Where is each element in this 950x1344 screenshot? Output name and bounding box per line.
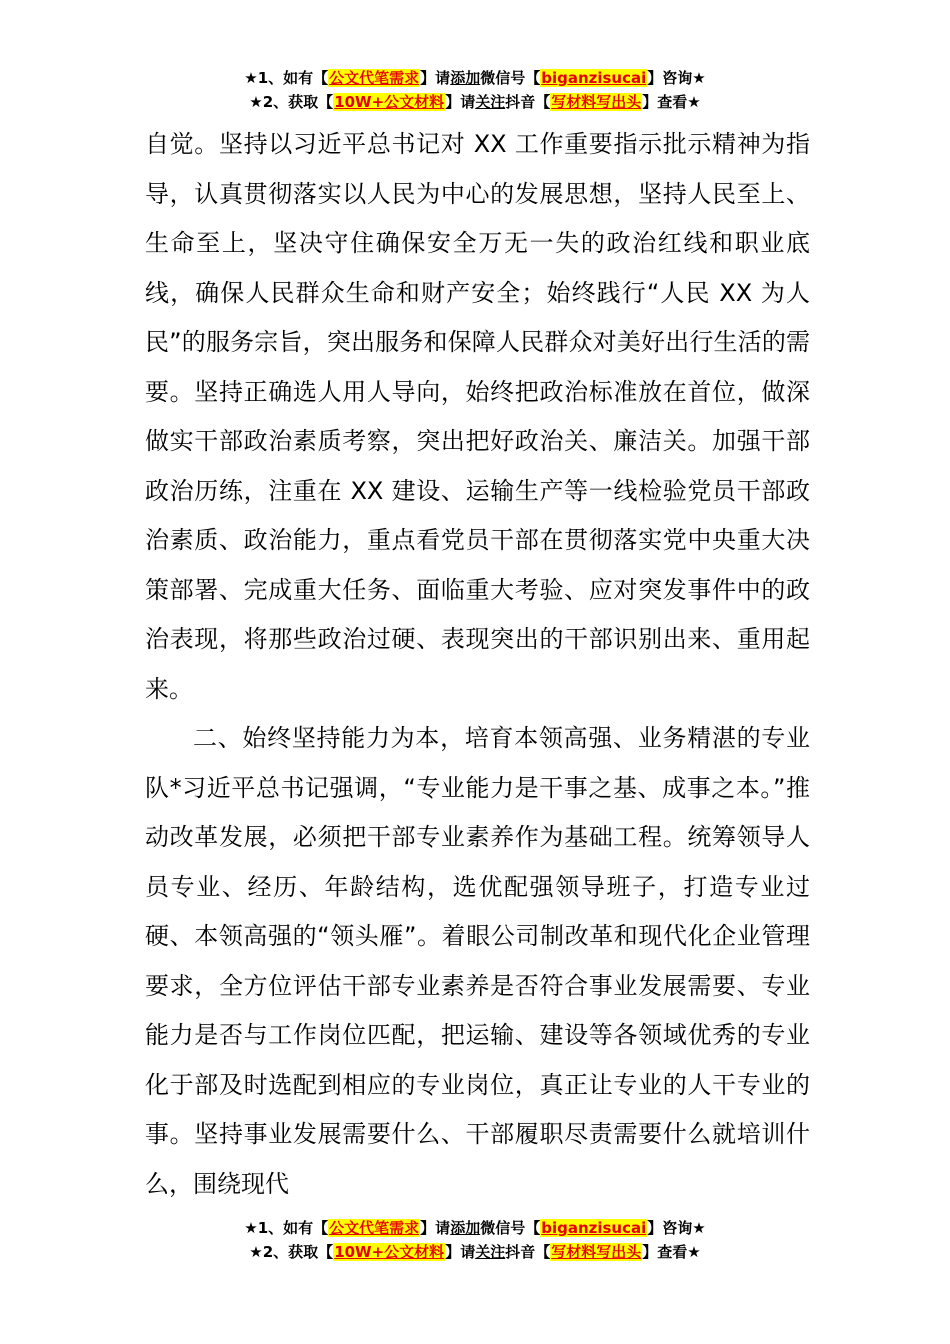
banner-text: 】请 [420, 1219, 451, 1237]
underlined-add: 添加 [450, 69, 481, 87]
banner-text: 】查看★ [642, 93, 701, 111]
banner-line-2 [0, 1240, 950, 1264]
highlight-account: 写材料写出头 [551, 93, 642, 111]
highlight-service: 公文代笔需求 [329, 69, 420, 87]
banner-text: 抖音【 [505, 1243, 551, 1261]
underlined-add: 添加 [450, 1219, 481, 1237]
banner-text: 2、获取【 [262, 93, 334, 111]
banner-text: 】请 [445, 93, 476, 111]
highlight-materials: 10W+公文材料 [334, 93, 445, 111]
highlight-wechat-id: biganzisucai [541, 69, 647, 87]
banner-line-1 [0, 66, 950, 90]
star-icon: ★ [244, 1219, 258, 1237]
star-icon: ★ [249, 1243, 263, 1261]
banner-line-1 [0, 1216, 950, 1240]
star-icon: ★ [249, 93, 263, 111]
banner-text: 1、如有【 [257, 69, 329, 87]
underlined-follow: 关注 [475, 93, 506, 111]
banner-text: 】请 [420, 69, 451, 87]
star-icon: ★ [244, 69, 258, 87]
underlined-follow: 关注 [475, 1243, 506, 1261]
banner-text: 微信号【 [480, 69, 541, 87]
banner-line-2 [0, 90, 950, 114]
banner-text: 】请 [445, 1243, 476, 1261]
footer-banner [0, 1216, 950, 1264]
banner-text: 微信号【 [480, 1219, 541, 1237]
banner-text: 抖音【 [505, 93, 551, 111]
document-body [145, 120, 810, 1209]
banner-text: 】查看★ [642, 1243, 701, 1261]
paragraph: 自觉。坚持以习近平总书记对 XX 工作重要指示批示精神为指导，认真贯彻落实以人民为中心的发展思想，坚持人民至上、生命至上，坚决守住确保安全万无一失的政治红线和职业底线，确保人民群众生命和财产安全；始终践行“人民 XX 为人民”的服务宗旨，突出服务和保障人民群众对美好出行生活的需要。坚持正确选人用人导向，始终把政治标准放在首位，做深做实干部政治素质考察，突出把好政治关、廉洁关。加强干部政治历练，注重在 XX 建设、运输生产等一线检验党员干部政治素质、政治能力，重点看党员干部在贯彻落实党中央重大决策部署、完成重大任务、面临重大考验、应对突发事件中的政治表现，将那些政治过硬、表现突出的干部识别出来、重用起来。 [145, 130, 810, 703]
banner-text: 】咨询★ [647, 69, 706, 87]
highlight-account: 写材料写出头 [551, 1243, 642, 1261]
highlight-wechat-id: biganzisucai [541, 1219, 647, 1237]
highlight-service: 公文代笔需求 [329, 1219, 420, 1237]
paragraph: 二、始终坚持能力为本，培育本领高强、业务精湛的专业队*习近平总书记强调，“专业能力是干事之基、成事之本。”推动改革发展，必须把干部专业素养作为基础工程。统筹领导人员专业、经历、年龄结构，选优配强领导班子，打造专业过硬、本领高强的“领头雁”。着眼公司制改革和现代化企业管理要求，全方位评估干部专业素养是否符合事业发展需要、专业能力是否与工作岗位匹配，把运输、建设等各领域优秀的专业化于部及时选配到相应的专业岗位，真正让专业的人干专业的事。坚持事业发展需要什么、干部履职尽责需要什么就培训什么，围绕现代 [145, 724, 810, 1198]
banner-text: 2、获取【 [262, 1243, 334, 1261]
banner-text: 】咨询★ [647, 1219, 706, 1237]
header-banner [0, 66, 950, 114]
banner-text: 1、如有【 [257, 1219, 329, 1237]
highlight-materials: 10W+公文材料 [334, 1243, 445, 1261]
